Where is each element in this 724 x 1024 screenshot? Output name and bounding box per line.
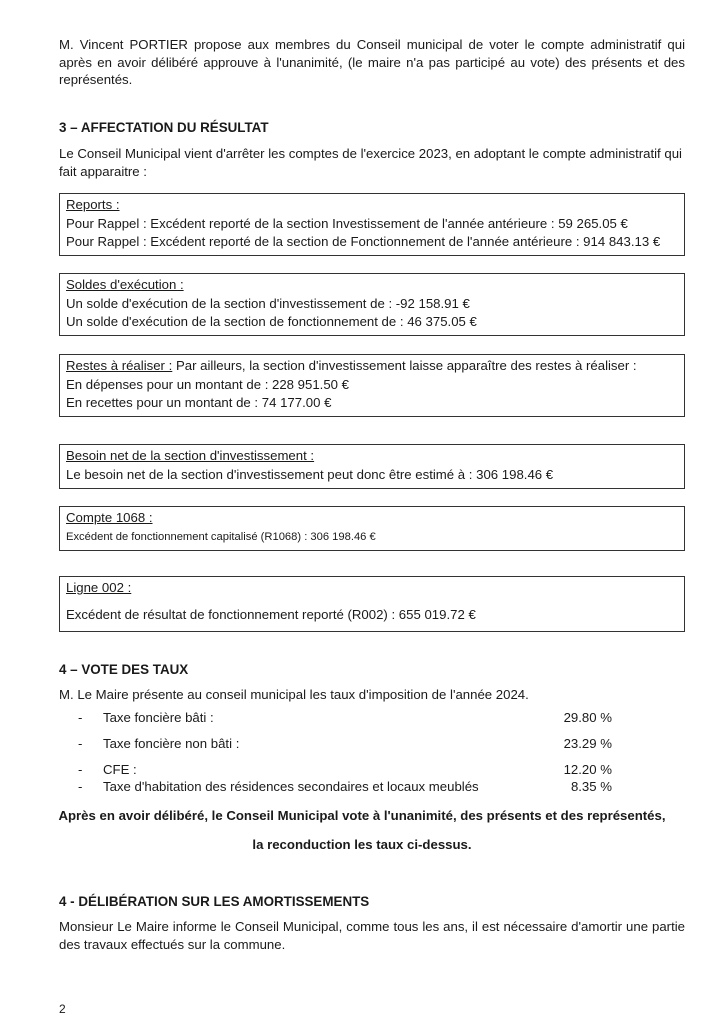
tax-value: 29.80 % [563,710,612,725]
restes-title-rest: Par ailleurs, la section d'investissement laisse apparaître des restes à réaliser : [172,358,637,373]
reports-line-1: Pour Rappel : Excédent reporté de la section Investissement de l'année antérieure : 59 265.05 € [66,215,628,231]
tax-label: CFE : [103,762,137,777]
section-5-heading: 4 - DÉLIBÉRATION SUR LES AMORTISSEMENTS [59,894,370,909]
restes-box [59,354,685,417]
reports-title: Reports : [66,197,120,212]
restes-line-2: En recettes pour un montant de : 74 177.00 € [66,395,332,410]
page-number: 2 [59,1002,66,1016]
restes-title-line [66,357,684,376]
restes-line-1: En dépenses pour un montant de : 228 951.50 € [66,376,350,392]
list-dash: - [78,779,83,794]
section-3-heading: 3 – AFFECTATION DU RÉSULTAT [59,120,269,135]
compte-line-1: Excédent de fonctionnement capitalisé (R1068) : 306 198.46 € [66,530,376,543]
list-dash: - [78,736,83,751]
decision-line-2: la reconduction les taux ci-dessus. [252,837,472,852]
decision-line-1: Après en avoir délibéré, le Conseil Municipal vote à l'unanimité, des présents et des représentés, [58,808,666,823]
reports-box [59,193,685,256]
list-dash: - [78,762,83,777]
restes-title: Restes à réaliser : [66,358,173,373]
soldes-box [59,273,685,336]
besoin-line-1: Le besoin net de la section d'investissement peut donc être estimé à : 306 198.46 € [66,466,554,482]
soldes-line-2: Un solde d'exécution de la section de fonctionnement de : 46 375.05 € [66,314,477,329]
tax-value: 12.20 % [563,762,612,777]
tax-label: Taxe foncière non bâti : [103,736,240,751]
compte-box [59,506,685,551]
compte-title: Compte 1068 : [66,510,153,525]
besoin-title: Besoin net de la section d'investissement : [66,448,315,463]
ligne-title: Ligne 002 : [66,580,132,595]
soldes-title: Soldes d'exécution : [66,277,184,292]
section-3-intro: Le Conseil Municipal vient d'arrêter les comptes de l'exercice 2023, en adoptant le compte administratif qui fait apparaitre : [59,146,682,179]
list-dash: - [78,710,83,725]
tax-value: 23.29 % [563,736,612,751]
reports-line-2: Pour Rappel : Excédent reporté de la section de Fonctionnement de l'année antérieure : 914 843.13 € [66,234,661,249]
intro-paragraph: M. Vincent PORTIER propose aux membres du Conseil municipal de voter le compte administratif qui après en avoir délibéré approuve à l'unanimité, (le maire n'a pas participé au vote) des présents et des représentés. [59,37,685,87]
besoin-box [59,444,685,489]
section-4-intro: M. Le Maire présente au conseil municipal les taux d'imposition de l'année 2024. [59,687,529,702]
ligne-box [59,576,685,632]
ligne-line-1: Excédent de résultat de fonctionnement reporté (R002) : 655 019.72 € [66,606,476,622]
tax-label: Taxe foncière bâti : [103,710,214,725]
soldes-line-1: Un solde d'exécution de la section d'investissement de : -92 158.91 € [66,295,470,311]
section-5-text: Monsieur Le Maire informe le Conseil Municipal, comme tous les ans, il est nécessaire d'amortir une partie des travaux effectués sur la commune. [59,919,685,952]
section-4-heading: 4 – VOTE DES TAUX [59,662,189,677]
tax-label: Taxe d'habitation des résidences secondaires et locaux meublés [103,779,479,794]
tax-value: 8.35 % [570,779,612,794]
